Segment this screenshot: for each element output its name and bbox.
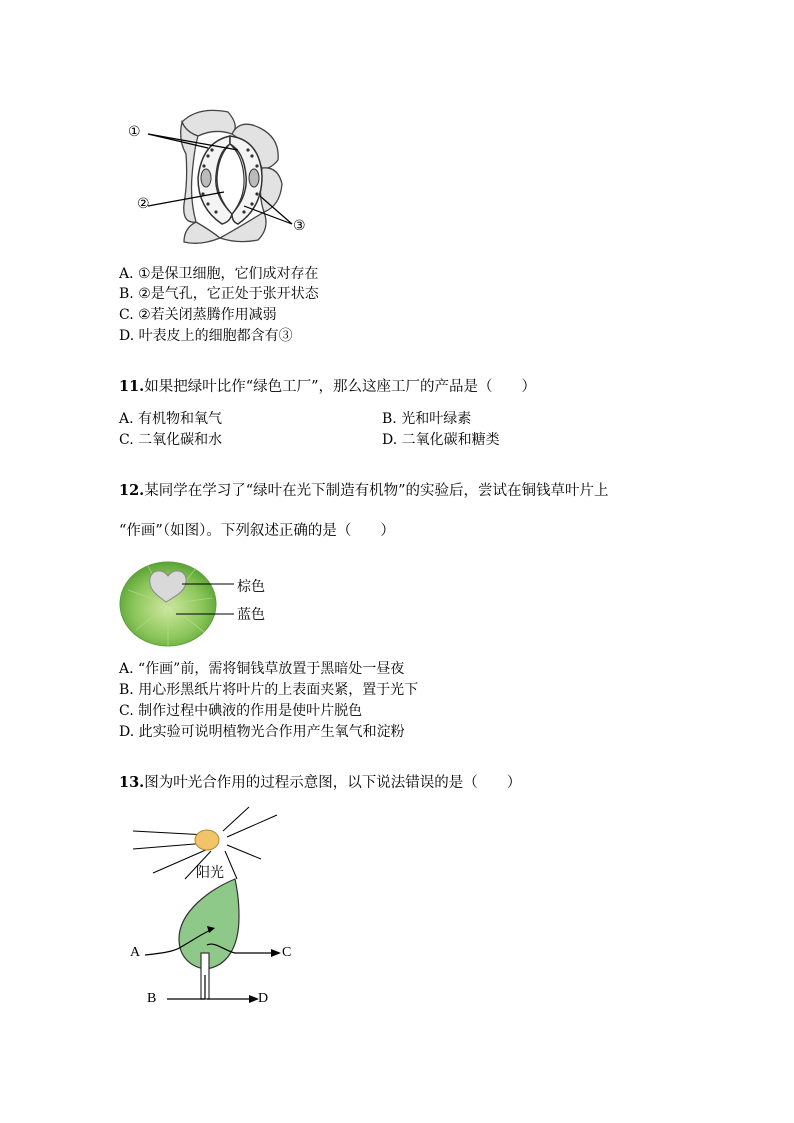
q10-option-a: A. ①是保卫细胞，它们成对存在 [119, 266, 319, 282]
sunlight-label: 阳光 [196, 865, 224, 881]
q12-stem-line1 [119, 481, 609, 501]
label-d: D [258, 991, 269, 1006]
q12-number: 12. [119, 482, 145, 499]
q13-stem-text: 图为叶光合作用的过程示意图，以下说法错误的是（ ） [144, 775, 522, 791]
q10-option-d: D. 叶表皮上的细胞都含有③ [119, 328, 293, 344]
label-c: C [282, 945, 292, 960]
q11-number: 11. [119, 378, 145, 395]
label-a: A [130, 945, 141, 960]
q12-option-d: D. 此实验可说明植物光合作用产生氧气和淀粉 [119, 724, 405, 740]
q11-stem-text: 如果把绿叶比作“绿色工厂”，那么这座工厂的产品是（ ） [144, 379, 537, 395]
q11-option-c: C. 二氧化碳和水 [119, 432, 223, 448]
q10-option-c: C. ②若关闭蒸腾作用减弱 [119, 307, 277, 323]
leaf-label-blue: 蓝色 [237, 607, 265, 623]
q12-stem-line2: “作画”（如图）。下列叙述正确的是（ ） [119, 523, 395, 539]
q12-option-a: A. “作画”前，需将铜钱草放置于黑暗处一昼夜 [119, 661, 405, 677]
q12-option-b: B. 用心形黑纸片将叶片的上表面夹紧，置于光下 [119, 682, 419, 698]
q11-stem [119, 377, 536, 397]
q13-stem [119, 773, 521, 793]
q13-number: 13. [119, 774, 145, 791]
stomata-label-2: ② [137, 196, 150, 212]
stomata-label-1: ① [128, 124, 141, 140]
q11-option-d: D. 二氧化碳和糖类 [382, 432, 500, 448]
label-b: B [147, 991, 157, 1006]
q10-option-b: B. ②是气孔，它正处于张开状态 [119, 286, 319, 302]
photosynthesis-figure [125, 805, 305, 1010]
q12-stem-text-1: 某同学在学习了“绿叶在光下制造有机物”的实验后，尝试在铜钱草叶片上 [144, 483, 609, 499]
q12-option-c: C. 制作过程中碘液的作用是使叶片脱色 [119, 703, 363, 719]
stomata-label-3: ③ [293, 218, 306, 234]
stomata-figure [120, 100, 320, 250]
leaf-label-brown: 棕色 [237, 579, 265, 595]
q11-option-a: A. 有机物和氧气 [119, 411, 223, 427]
q11-option-b: B. 光和叶绿素 [382, 411, 472, 427]
